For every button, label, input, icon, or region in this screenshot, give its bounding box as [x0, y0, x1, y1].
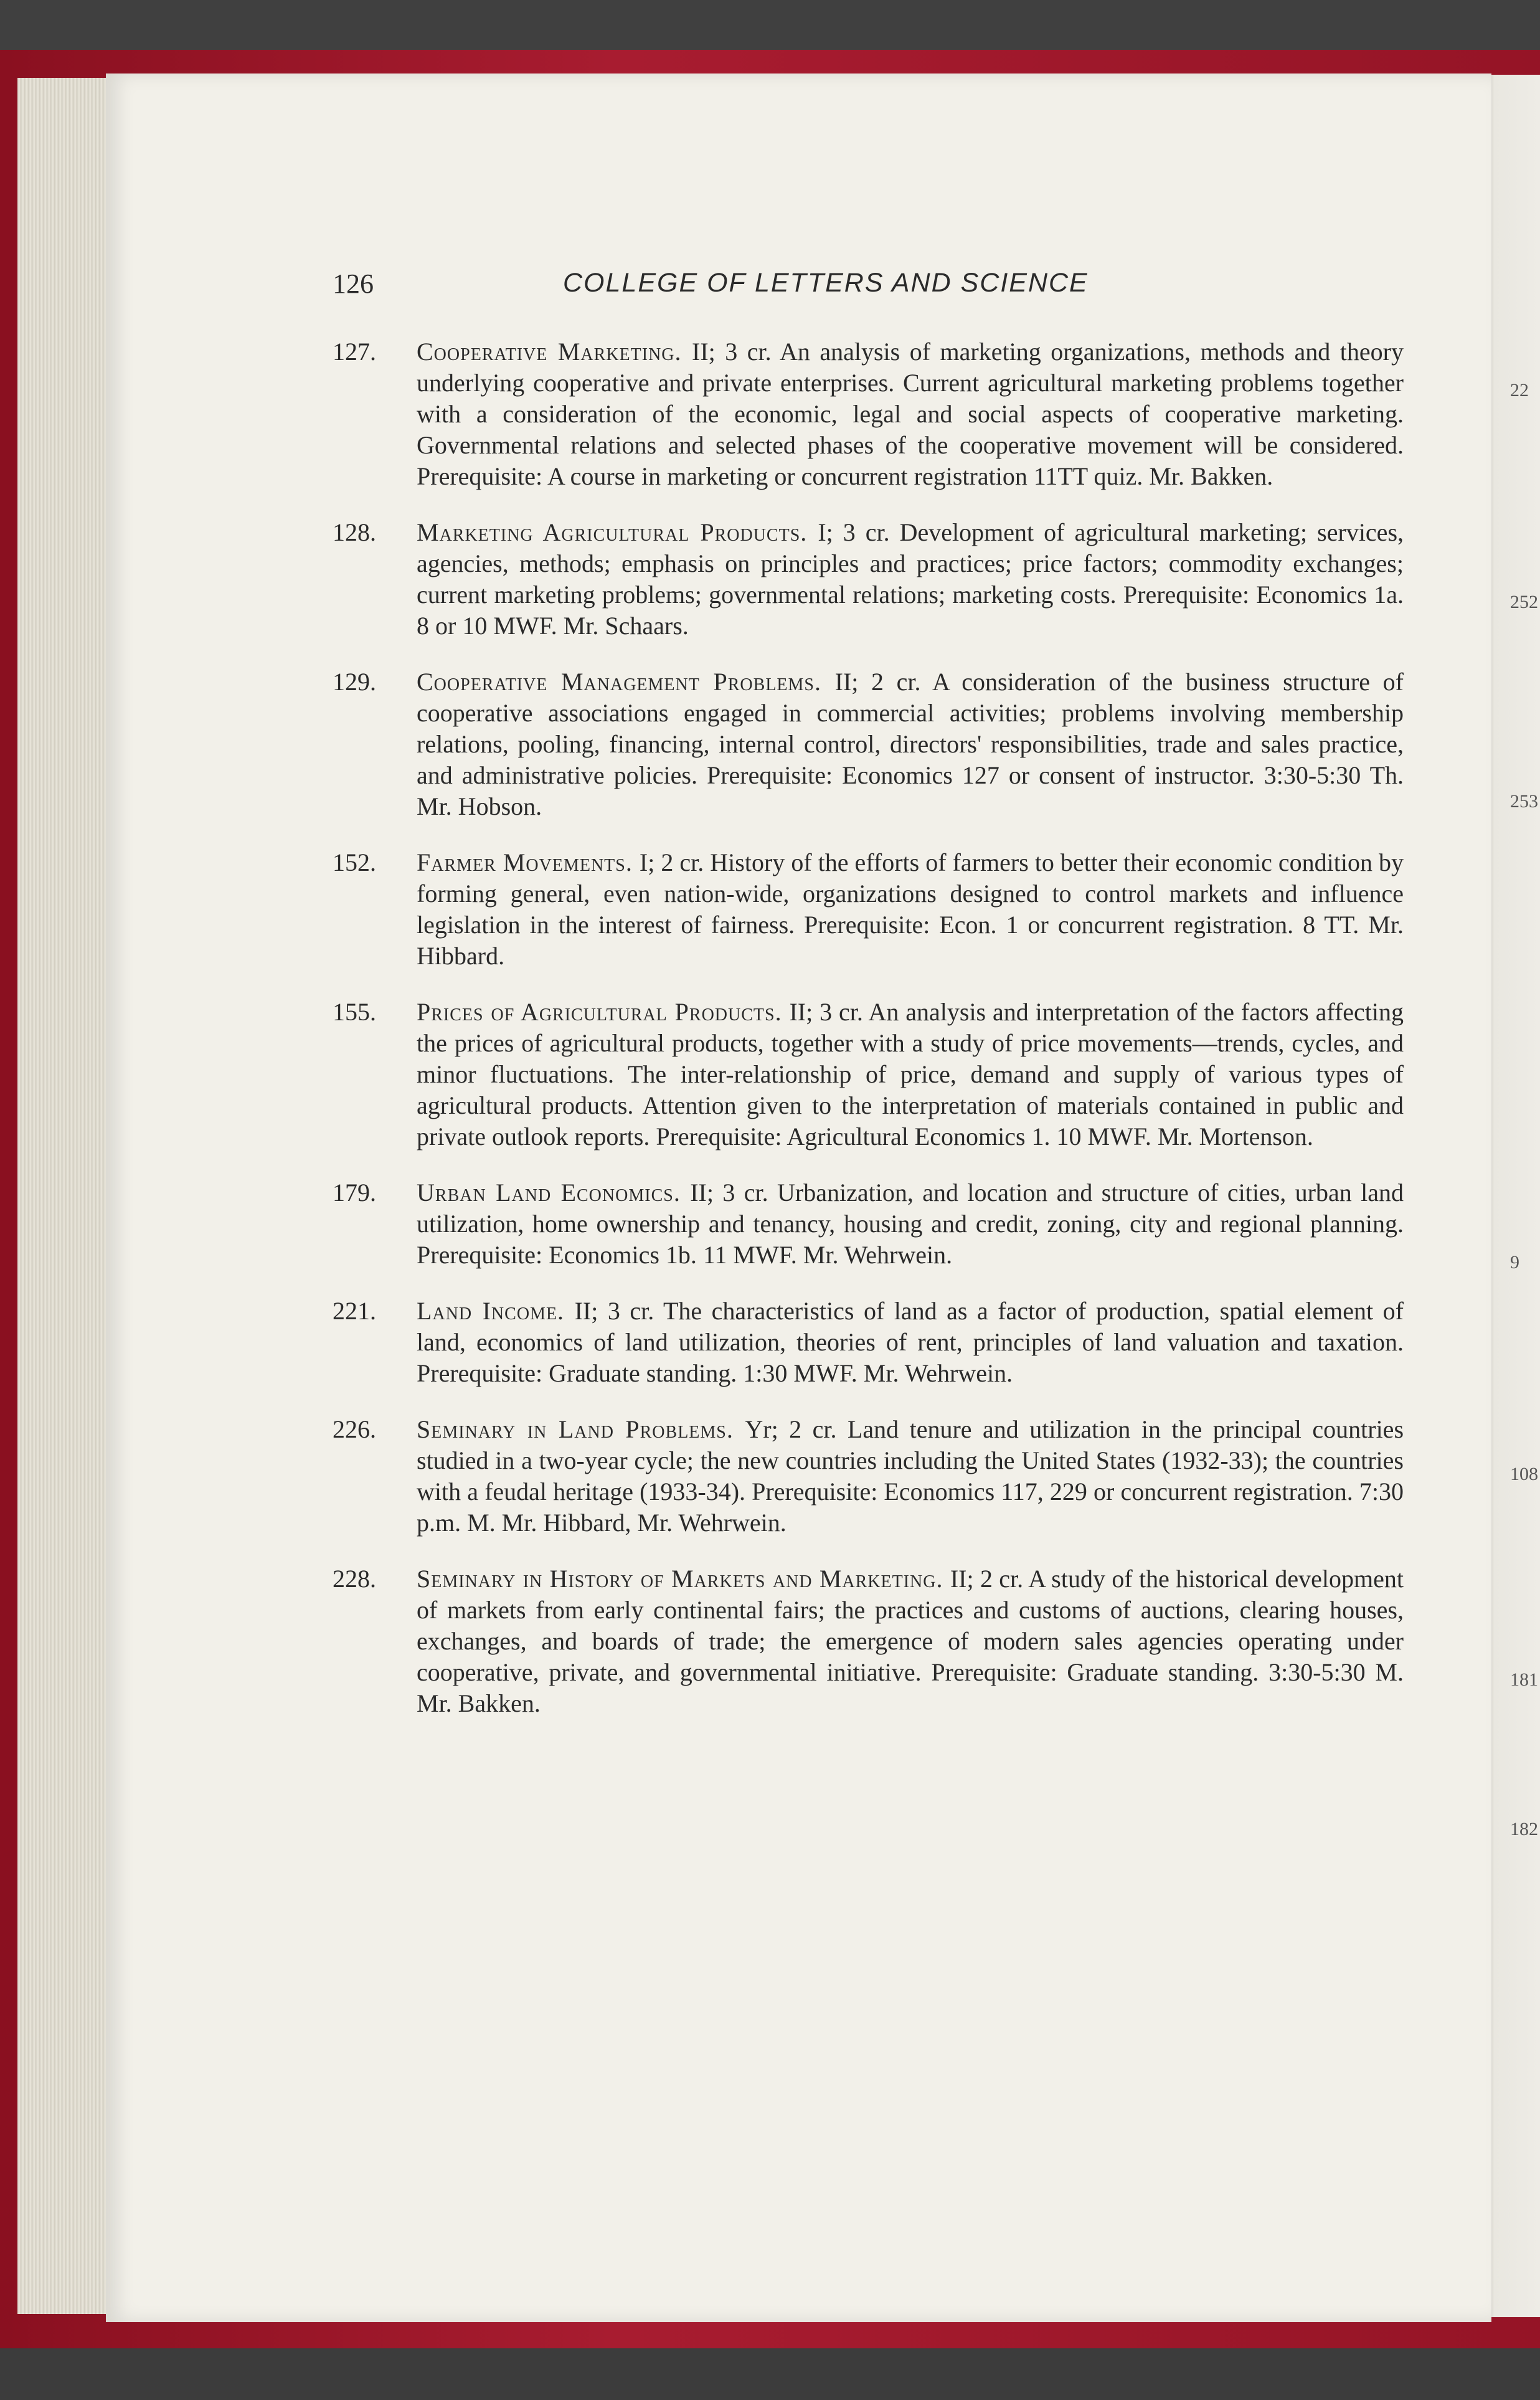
course-description: II; 3 cr. The characteristics of land as a factor of production, spatial element of land, economics of land utilization, theories of rent, principles of land valuation and taxation. Prerequisite: Graduate standing. 1:30 MWF. Mr. Wehrwein. — [417, 1297, 1404, 1387]
course-entry — [333, 1563, 1404, 1719]
running-head: COLLEGE OF LETTERS AND SCIENCE — [563, 268, 1089, 298]
course-title: Land Income. — [417, 1297, 575, 1325]
gutter-number: 22 — [1510, 380, 1529, 401]
gutter-number: 9 — [1510, 1252, 1519, 1273]
course-title: Cooperative Management Problems. — [417, 668, 835, 696]
course-entry — [333, 336, 1404, 492]
course-description: II; 3 cr. An analysis of marketing organizations, methods and theory underlying cooperative and private enterprises. Current agricultural marketing problems together with a consideration of the economic, legal and social aspects of cooperative marketing. Governmental relations and selected phases of the cooperative movement will be considered. Prerequisite: A course in marketing or concurrent registration 11TT quiz. Mr. Bakken. — [417, 338, 1404, 490]
course-entry — [333, 1177, 1404, 1271]
course-number: 152. — [333, 848, 376, 876]
course-entry — [333, 847, 1404, 972]
page-number: 126 — [333, 268, 374, 299]
course-number: 128. — [333, 518, 376, 546]
gutter-number: 181 — [1510, 1669, 1538, 1690]
course-number: 129. — [333, 668, 376, 696]
course-title: Seminary in Land Problems. — [417, 1415, 745, 1443]
course-number: 179. — [333, 1179, 376, 1207]
course-entry — [333, 997, 1404, 1152]
course-entry — [333, 517, 1404, 642]
background-bottom — [0, 2348, 1540, 2400]
course-title: Seminary in History of Markets and Marketing. — [417, 1565, 950, 1593]
gutter-number: 108 — [1510, 1464, 1538, 1484]
course-entry — [333, 1414, 1404, 1539]
course-description: II; 3 cr. An analysis and interpretation of the factors affecting the prices of agricultural products, together with a study of price movements—trends, cycles, and minor fluctuations. The inter-relationship of price, demand and supply of various types of agricultural products. Attention given to the interpretation of materials contained in public and private outlook reports. Prerequisite: Agricultural Economics 1. 10 MWF. Mr. Mortenson. — [417, 998, 1404, 1150]
course-number: 226. — [333, 1415, 376, 1443]
course-number: 155. — [333, 998, 376, 1026]
course-number: 221. — [333, 1297, 376, 1325]
course-list — [333, 336, 1404, 1744]
course-description: I; 3 cr. Development of agricultural marketing; services, agencies, methods; emphasis on principles and practices; price factors; commodity exchanges; current marketing problems; governmental relations; marketing costs. Prerequisite: Economics 1a. 8 or 10 MWF. Mr. Schaars. — [417, 518, 1404, 640]
course-title: Farmer Movements. — [417, 848, 640, 876]
course-description: II; 2 cr. A study of the historical development of markets from early continental fairs; the practices and customs of auctions, clearing houses, exchanges, and boards of trade; the emergence of modern sales agencies operating under cooperative, private, and governmental initiative. Prerequisite: Graduate standing. 3:30-5:30 M. Mr. Bakken. — [417, 1565, 1404, 1717]
course-description: Yr; 2 cr. Land tenure and utilization in the principal countries studied in a two-year cycle; the new countries including the United States (1932-33); the countries with a feudal heritage (1933-34). Prerequisite: Economics 117, 229 or concurrent registration. 7:30 p.m. M. Mr. Hibbard, Mr. Wehrwein. — [417, 1415, 1404, 1537]
course-number: 127. — [333, 338, 376, 366]
course-description: II; 2 cr. A consideration of the business structure of cooperative associations engaged in commercial activities; problems involving membership relations, pooling, financing, internal control, directors' responsibilities, trade and sales practice, and administrative policies. Prerequisite: Economics 127 or consent of instructor. 3:30-5:30 Th. Mr. Hobson. — [417, 668, 1404, 820]
background-top — [0, 0, 1540, 56]
page-header — [333, 268, 1404, 311]
course-title: Prices of Agricultural Products. — [417, 998, 790, 1026]
course-title: Cooperative Marketing. — [417, 338, 692, 366]
course-title: Marketing Agricultural Products. — [417, 518, 818, 546]
gutter-number: 182 — [1510, 1819, 1538, 1839]
course-entry — [333, 1296, 1404, 1389]
course-description: II; 3 cr. Urbanization, and location and structure of cities, urban land utilization, home ownership and tenancy, housing and credit, zoning, city and regional planning. Prerequisite: Economics 1b. 11 MWF. Mr. Wehrwein. — [417, 1179, 1404, 1269]
gutter-number: 252 — [1510, 592, 1538, 612]
course-title: Urban Land Economics. — [417, 1179, 691, 1207]
course-number: 228. — [333, 1565, 376, 1593]
gutter-number: 253 — [1510, 791, 1538, 812]
course-entry — [333, 666, 1404, 822]
course-description: I; 2 cr. History of the efforts of farmers to better their economic condition by forming general, even nation-wide, organizations designed to control markets and influence legislation in the interest of fairness. Prerequisite: Econ. 1 or concurrent registration. 8 TT. Mr. Hibbard. — [417, 848, 1404, 970]
